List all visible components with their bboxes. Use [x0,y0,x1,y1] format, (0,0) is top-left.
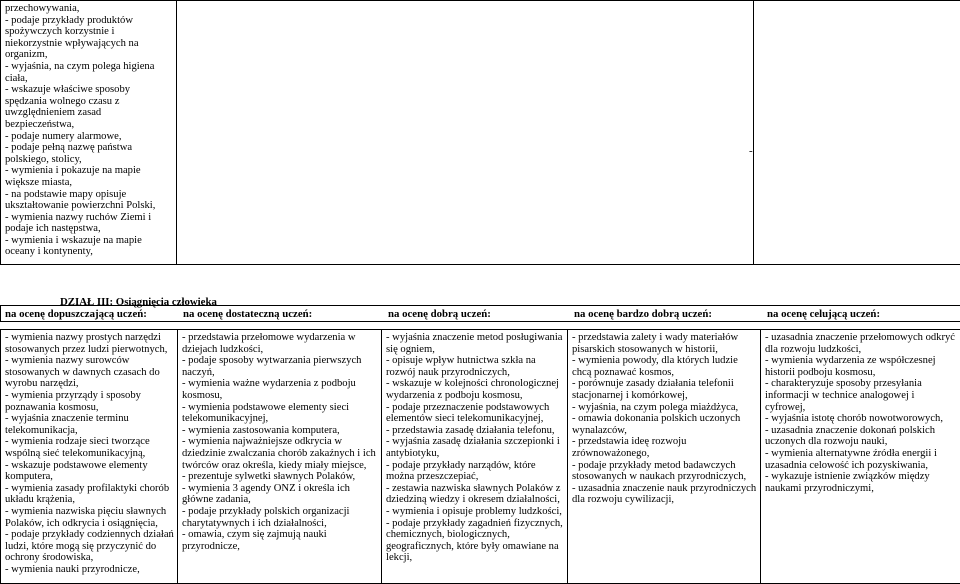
body-cell-5-text: - uzasadnia znaczenie przełomowych odkryć dla rozwoju ludzkości, - wymienia wydarzenia ze współczesnej historii podboju kosmosu, - charakteryzuje sposoby przesyłania informacji w technice analogowej i cyfrowej, - wyjaśnia istotę chorób nowotworowych, - uzasadnia znaczenie dokonań polskich uczonych dla rozwoju nauki, - wymienia alternatywne źródła energii i uzasadnia celowość ich pozyskiwania, - wykazuje istnienie związków między naukami przyrodniczymi, [765,332,956,494]
body-cell-4 [567,329,761,584]
header-dopuszczajaca: na ocenę dopuszczającą uczeń: [5,308,147,320]
body-cell-1 [0,329,178,584]
header-bardzo-dobra: na ocenę bardzo dobrą uczeń: [574,308,712,320]
header-dostateczna: na ocenę dostateczną uczeń: [183,308,313,320]
top-dash: - [749,145,753,157]
body-cell-2-text: - przedstawia przełomowe wydarzenia w dziejach ludzkości, - podaje sposoby wytwarzania pierwszych naczyń, - wymienia ważne wydarzenia z podboju kosmosu, - wymienia podstawowe elementy sieci telekomunikacyjnej, - wymienia zastosowania komputera, - wymienia najważniejsze odkrycia w dziedzinie zwalczania chorób zakaźnych i ich twórców oraz określa, kiedy miały miejsce, - prezentuje sylwetki sławnych Polaków, - wymienia 3 agendy ONZ i określa ich główne zadania, - podaje przykłady polskich organizacji charytatywnych i ich działalności, - omawia, czym się zajmują nauki przyrodnicze, [182,332,376,552]
body-cell-3 [381,329,568,584]
header-dobra: na ocenę dobrą uczeń: [388,308,491,320]
top-cell-1-text: przechowywania, - podaje przykłady produktów spożywczych korzystnie i niekorzystnie wpływających na organizm, - wyjaśnia, na czym polega higiena ciała, - wskazuje właściwe sposoby spędzania wolnego czasu z uwzględnieniem zasad bezpieczeństwa, - podaje numery alarmowe, - podaje pełną nazwę państwa polskiego, stolicy, - wymienia i pokazuje na mapie większe miasta, - na podstawie mapy opisuje ukształtowanie powierzchni Polski, - wymienia nazwy ruchów Ziemi i podaje ich następstwa, - wymienia i wskazuje na mapie oceany i kontynenty, [5,3,156,258]
section-title: DZIAŁ III: Osiągnięcia człowieka [60,296,217,308]
body-cell-5 [760,329,960,584]
body-cell-4-text: - przedstawia zalety i wady materiałów pisarskich stosowanych w historii, - wymienia powody, dla których ludzie chcą poznawać kosmos, - porównuje zasady działania telefonii stacjonarnej i komórkowej, - wyjaśnia, na czym polega miażdżyca, - omawia dokonania polskich uczonych wynalazców, - przedstawia ideę rozwoju zrównoważonego, - podaje przykłady metod badawczych stosowanych w naukach przyrodniczych, - uzasadnia znaczenie nauk przyrodniczych dla rozwoju cywilizacji, [572,332,757,506]
header-celujaca: na ocenę celującą uczeń: [767,308,881,320]
top-cell-1 [0,0,177,265]
body-cell-2 [177,329,382,584]
top-cell-3 [176,0,960,265]
body-cell-3-text: - wyjaśnia znaczenie metod posługiwania się ogniem, - opisuje wpływ hutnictwa szkła na rozwój nauk przyrodniczych, - wskazuje w kolejności chronologicznej wydarzenia z podboju kosmosu, - podaje przeznaczenie podstawowych elementów sieci telekomunikacyjnej, - przedstawia zasadę działania telefonu, - wyjaśnia zasadę działania szczepionki i antybiotyku, - podaje przykłady narządów, które można przeszczepiać, - zestawia nazwiska sławnych Polaków z dziedziną wiedzy i okresem działalności, - wymienia i opisuje problemy ludzkości, - podaje przykłady zagadnień fizycznych, chemicznych, biologicznych, geograficznych, które były omawiane na lekcji, [386,332,563,564]
body-cell-1-text: - wymienia nazwy prostych narzędzi stosowanych przez ludzi pierwotnych, - wymienia nazwy surowców stosowanych w dawnych czasach do wyrobu narzędzi, - wymienia przyrządy i sposoby poznawania kosmosu, - wyjaśnia znaczenie terminu telekomunikacja, - wymienia rodzaje sieci tworzące wspólną sieć telekomunikacyjną, - wskazuje podstawowe elementy komputera, - wymienia zasady profilaktyki chorób układu krążenia, - wymienia nazwiska pięciu sławnych Polaków, ich odkrycia i osiągnięcia, - podaje przykłady codziennych działań ludzi, które mogą się przyczynić do ochrony środowiska, - wymienia nauki przyrodnicze, [5,332,174,575]
